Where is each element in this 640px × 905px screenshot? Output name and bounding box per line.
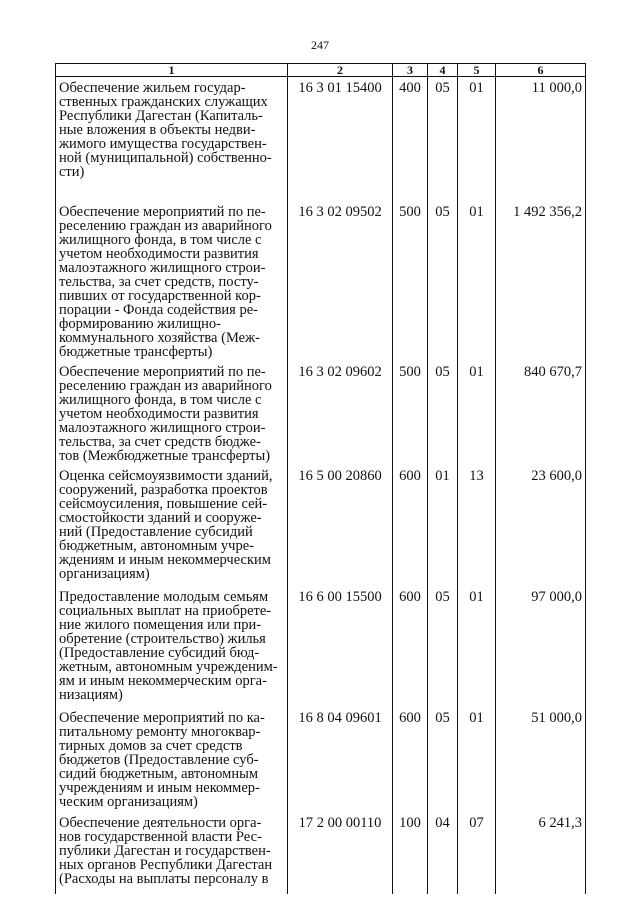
expense-type-cell: 500 (393, 201, 428, 361)
table-row (56, 361, 586, 465)
amount-cell: 6 241,3 (496, 812, 586, 894)
section-cell: 05 (428, 361, 458, 465)
subsection-cell: 13 (458, 465, 496, 586)
section-cell: 01 (428, 465, 458, 586)
column-header: 5 (458, 64, 496, 77)
item-name-cell (56, 465, 288, 586)
item-name-cell (56, 361, 288, 465)
table-header (56, 64, 586, 77)
amount-cell: 51 000,0 (496, 707, 586, 812)
column-header: 4 (428, 64, 458, 77)
target-code-cell: 16 6 00 15500 (288, 586, 393, 707)
subsection-cell: 01 (458, 361, 496, 465)
target-code-cell: 17 2 00 00110 (288, 812, 393, 894)
item-name: Оценка сейсмоуязвимости зданий, сооружений, разработка проектов сейсмоусиления, повышение сей- смостойкости зданий и сооруже- ний (Предоставление субсидий бюджетным, автономным учре- ждениям и иным некоммерческим организациям) (59, 467, 273, 582)
expense-type-cell: 500 (393, 361, 428, 465)
section-cell: 05 (428, 586, 458, 707)
column-header: 3 (393, 64, 428, 77)
item-name: Обеспечение мероприятий по пе- реселению граждан из аварийного жилищного фонда, в том числе с учетом необходимости развития малоэтажного жилищного строи- тельства, за счет средств бюдже- тов (Межбюджетные трансферты) (59, 363, 272, 464)
section-cell: 05 (428, 707, 458, 812)
amount-cell: 23 600,0 (496, 465, 586, 586)
table-body (56, 77, 586, 894)
target-code-cell: 16 3 02 09502 (288, 201, 393, 361)
item-name: Обеспечение жильем государ- ственных гражданских служащих Республики Дагестан (Капиталь- ные вложения в объекты недви- жимого имущества государствен- ной (муниципальной) собственно- сти) (59, 80, 272, 180)
item-name-cell (56, 586, 288, 707)
target-code-cell: 16 3 02 09602 (288, 361, 393, 465)
column-header: 6 (496, 64, 586, 77)
expense-type-cell: 600 (393, 586, 428, 707)
subsection-cell: 01 (458, 77, 496, 201)
item-name: Обеспечение мероприятий по пе- реселению граждан из аварийного жилищного фонда, в том числе с учетом необходимости развития малоэтажного жилищного строи- тельства, за счет средств, посту- пивших от государственной кор- порации - Фонда содействия ре- формированию жилищно- коммунального хозяйства (Меж- бюджетные трансферты) (59, 203, 272, 360)
item-name-cell (56, 707, 288, 812)
amount-cell: 840 670,7 (496, 361, 586, 465)
page-number: 247 (311, 38, 329, 52)
item-name: Обеспечение мероприятий по ка- питальному ремонту многоквар- тирных домов за счет средств бюджетов (Предоставление суб- сидий бюджетным, автономным учреждениям и иным некоммер- ческим организациям) (59, 709, 265, 810)
expense-type-cell: 600 (393, 465, 428, 586)
amount-cell: 97 000,0 (496, 586, 586, 707)
item-name-cell (56, 77, 288, 201)
table-row (56, 465, 586, 586)
column-number-row (56, 64, 586, 77)
table-row (56, 201, 586, 361)
subsection-cell: 01 (458, 201, 496, 361)
target-code-cell: 16 5 00 20860 (288, 465, 393, 586)
target-code-cell: 16 8 04 09601 (288, 707, 393, 812)
item-name-cell (56, 812, 288, 894)
table-row (56, 812, 586, 894)
item-name: Предоставление молодым семьям социальных выплат на приобрете- ние жилого помещения или при- обретение (строительство) жилья (Предоставление субсидий бюд- жетным, автономным учрежденим- ям и иным некоммерческим орга- низациям) (59, 588, 278, 703)
section-cell: 04 (428, 812, 458, 894)
amount-cell: 11 000,0 (496, 77, 586, 201)
table-row (56, 77, 586, 201)
expense-type-cell: 600 (393, 707, 428, 812)
subsection-cell: 01 (458, 707, 496, 812)
item-name: Обеспечение деятельности орга- нов государственной власти Рес- публики Дагестан и государствен- ных органов Республики Дагестан (Расходы на выплаты персоналу в (59, 814, 273, 887)
target-code-cell: 16 3 01 15400 (288, 77, 393, 201)
subsection-cell: 07 (458, 812, 496, 894)
expense-type-cell: 400 (393, 77, 428, 201)
amount-cell: 1 492 356,2 (496, 201, 586, 361)
section-cell: 05 (428, 201, 458, 361)
budget-table (55, 63, 586, 894)
expense-type-cell: 100 (393, 812, 428, 894)
column-header: 2 (288, 64, 393, 77)
subsection-cell: 01 (458, 586, 496, 707)
table-row (56, 586, 586, 707)
table-row (56, 707, 586, 812)
item-name-cell (56, 201, 288, 361)
column-header: 1 (56, 64, 288, 77)
section-cell: 05 (428, 77, 458, 201)
